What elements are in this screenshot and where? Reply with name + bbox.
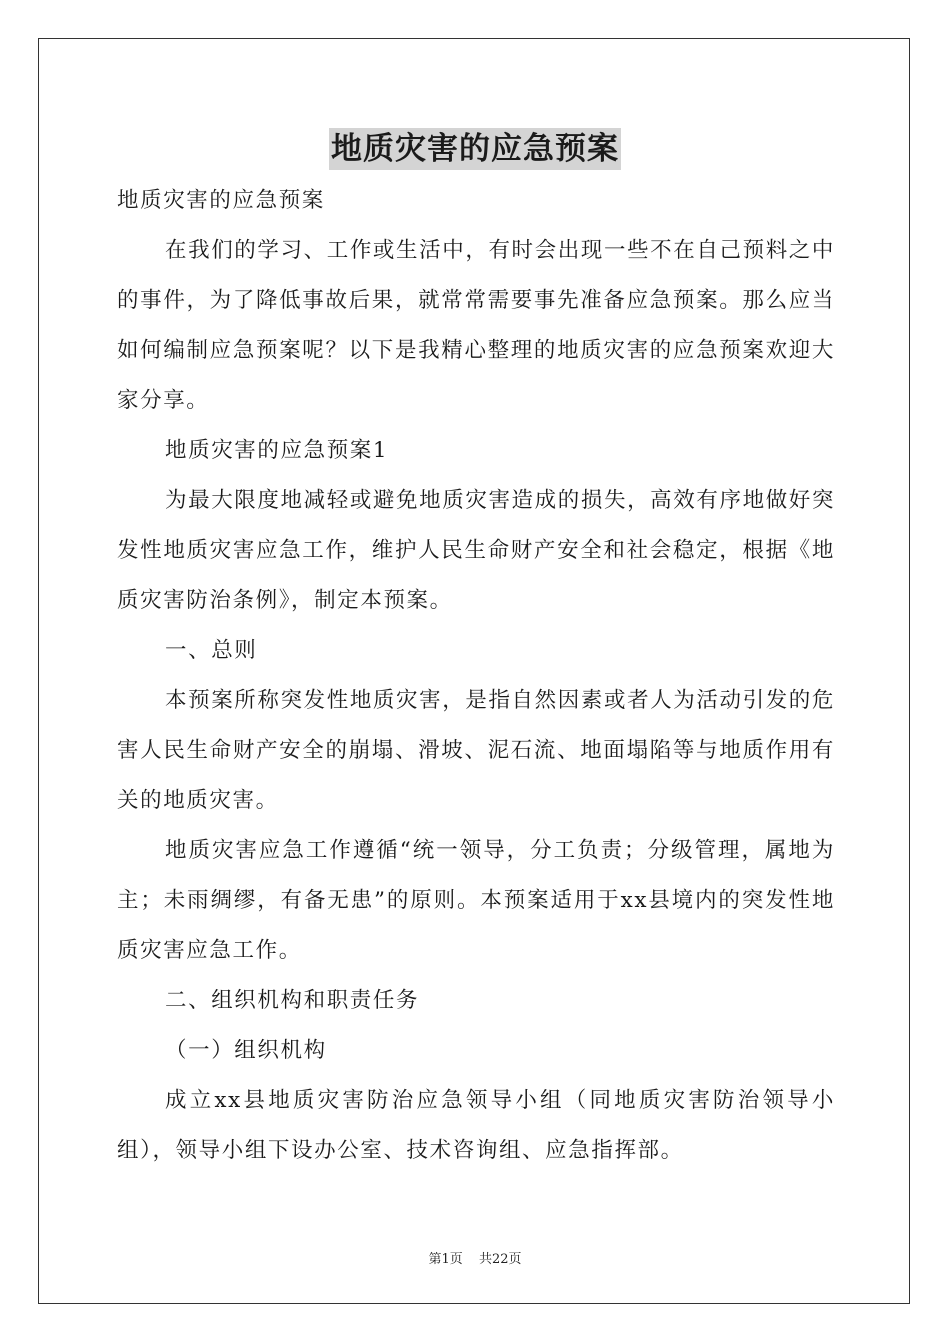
page-footer xyxy=(0,1248,950,1267)
organization-paragraph: 成立xx县地质灾害防治应急领导小组（同地质灾害防治领导小组），领导小组下设办公室、技术咨询组、应急指挥部。 xyxy=(117,1088,835,1163)
document-title-text: 地质灾害的应急预案 xyxy=(329,128,621,170)
definition-paragraph: 本预案所称突发性地质灾害，是指自然因素或者人为活动引发的危害人民生命财产安全的崩塌、滑坡、泥石流、地面塌陷等与地质作用有关的地质灾害。 xyxy=(117,688,835,813)
document-title xyxy=(0,128,950,170)
page-number: 第1页 xyxy=(428,1252,463,1267)
subtitle-paragraph: 地质灾害的应急预案 xyxy=(117,188,325,213)
page-total: 共22页 xyxy=(478,1252,522,1267)
section-heading-plan-1: 地质灾害的应急预案1 xyxy=(165,438,389,463)
intro-paragraph: 在我们的学习、工作或生活中，有时会出现一些不在自己预料之中的事件，为了降低事故后果，就常常需要事先准备应急预案。那么应当如何编制应急预案呢？以下是我精心整理的地质灾害的应急预案欢迎大家分享。 xyxy=(117,238,835,413)
subsection-heading-organization: （一）组织机构 xyxy=(165,1038,327,1063)
principles-paragraph: 地质灾害应急工作遵循“统一领导，分工负责；分级管理，属地为主；未雨绸缪，有备无患”的原则。本预案适用于xx县境内的突发性地质灾害应急工作。 xyxy=(117,838,835,963)
section-heading-general: 一、总则 xyxy=(165,638,258,663)
document-body xyxy=(117,176,835,1176)
purpose-paragraph: 为最大限度地减轻或避免地质灾害造成的损失，高效有序地做好突发性地质灾害应急工作，维护人民生命财产安全和社会稳定，根据《地质灾害防治条例》，制定本预案。 xyxy=(117,488,835,613)
section-heading-organization: 二、组织机构和职责任务 xyxy=(165,988,420,1013)
